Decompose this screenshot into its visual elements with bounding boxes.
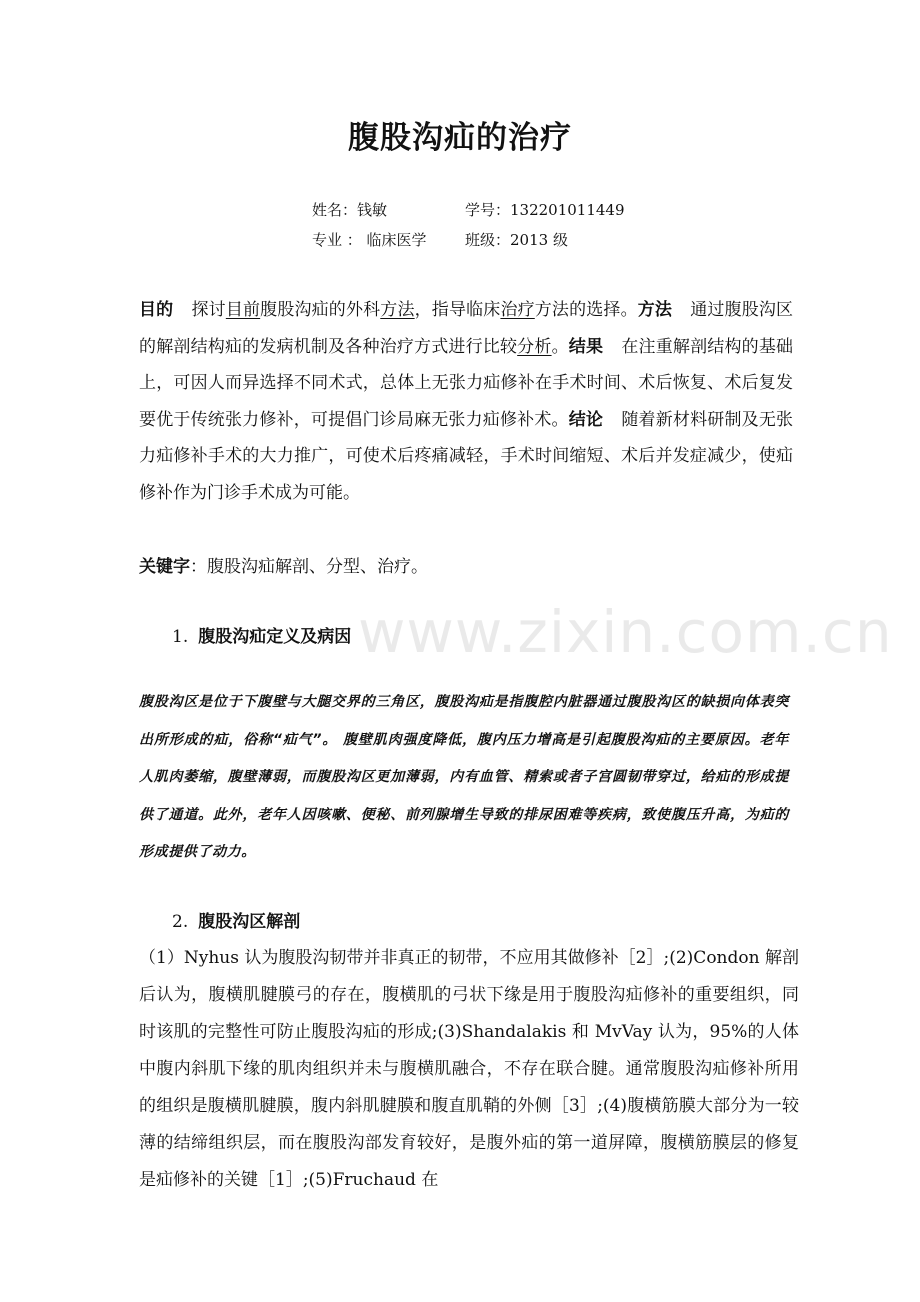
keywords	[139, 552, 428, 577]
watermark: www.zixin.com.cn	[358, 598, 893, 666]
result-text: 在注重解剖结构的基础上，可因人而异选择不同术式，总体上无张力疝修补在手术时间、术后恢复、术后复发要优于传统张力修补，可提倡门诊局麻无张力疝修补术。	[139, 336, 794, 430]
objective-text-d: 方法的选择。	[534, 300, 638, 320]
objective-underline-1: 目前	[225, 300, 261, 320]
section-1-heading	[172, 622, 351, 647]
section-1-number: 1.	[172, 627, 189, 647]
author-name: 姓名：钱敏	[312, 201, 388, 219]
major: 专业 ： 临床医学	[312, 231, 427, 249]
section-2-number: 2.	[172, 912, 189, 932]
objective-underline-2: 方法	[380, 300, 415, 320]
objective-text-c: ，指导临床	[414, 300, 501, 320]
class-info: 班级：2013 级	[465, 231, 568, 249]
method-text-a: 通过腹股沟区的解剖结构疝的发病机制及各种治疗方式进行比较	[139, 300, 794, 357]
section-1-body: 腹股沟区是位于下腹壁与大腿交界的三角区，腹股沟疝是指腹腔内脏器通过腹股沟区的缺损向体表突出所形成的疝，俗称“疝气”。 腹壁肌肉强度降低，腹内压力增高是引起腹股沟疝的主要原因。老年人肌肉萎缩，腹壁薄弱，而腹股沟区更加薄弱，内有血管、精索或者子宫圆韧带穿过，给疝的形成提供了通道。此外，老年人因咳嗽、便秘、前列腺增生导致的排尿困难等疾病，致使腹压升高，为疝的形成提供了动力。	[139, 694, 789, 860]
objective-text-a: 探讨	[191, 300, 226, 320]
section-2-heading	[172, 907, 300, 932]
objective-underline-3: 治疗	[500, 300, 535, 320]
result-heading: 结果	[568, 336, 604, 357]
keywords-text: ：腹股沟疝解剖、分型、治疗。	[190, 557, 428, 577]
keywords-label: 关键字	[139, 557, 190, 577]
section-2-body: （1）Nyhus 认为腹股沟韧带并非真正的韧带，不应用其做修补［2］;(2)Condon 解剖后认为，腹横肌腱膜弓的存在，腹横肌的弓状下缘是用于腹股沟疝修补的重要组织，同时该肌的完整性可防止腹股沟疝的形成;(3)Shandalakis 和 MvVay 认为，95%的人体中腹内斜肌下缘的肌肉组织并未与腹横肌融合，不存在联合腱。通常腹股沟疝修补所用的组织是腹横肌腱膜，腹内斜肌腱膜和腹直肌鞘的外侧［3］;(4)腹横筋膜大部分为一较薄的结缔组织层，而在腹股沟部发育较好，是腹外疝的第一道屏障，腹横筋膜层的修复是疝修补的关键［1］;(5)Fruchaud 在	[139, 948, 799, 1190]
student-id: 学号：132201011449	[465, 201, 625, 219]
section-1-title: 腹股沟疝定义及病因	[198, 627, 352, 647]
method-heading: 方法	[637, 300, 673, 320]
conclusion-text: 随着新材料研制及无张力疝修补手术的大力推广，可使术后疼痛减轻，手术时间缩短、术后并发症减少，使疝修补作为门诊手术成为可能。	[139, 409, 794, 503]
objective-text-b: 腹股沟疝的外科	[260, 300, 381, 320]
abstract	[139, 292, 793, 511]
objective-heading: 目的	[139, 300, 174, 320]
section-2-title: 腹股沟区解剖	[198, 912, 301, 932]
method-text-b: 。	[551, 336, 569, 357]
page-title: 腹股沟疝的治疗	[348, 120, 572, 156]
method-underline: 分析	[517, 336, 552, 357]
conclusion-heading: 结论	[568, 409, 604, 430]
